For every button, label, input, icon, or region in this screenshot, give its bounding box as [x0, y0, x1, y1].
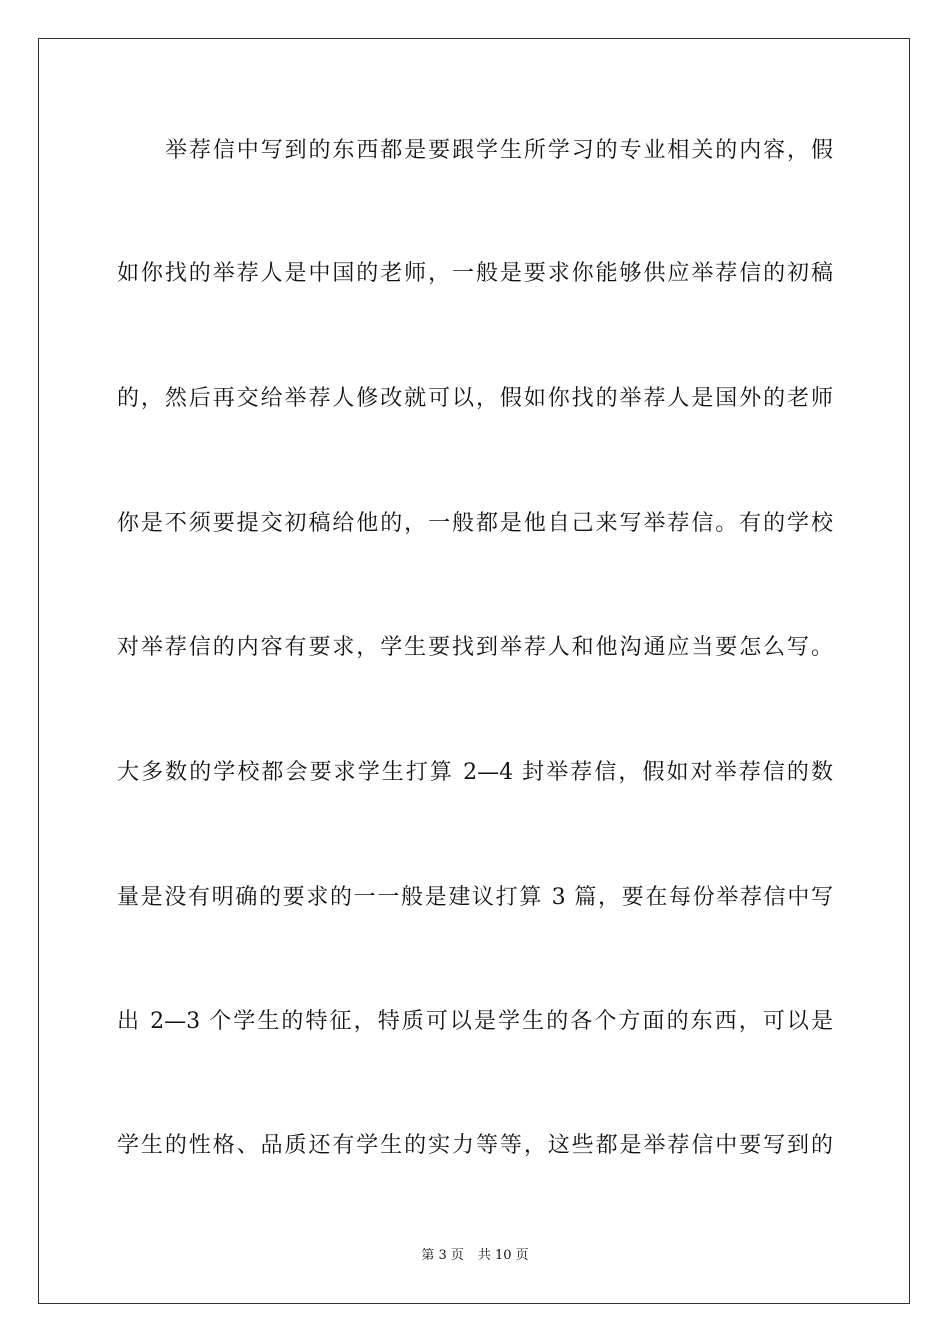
total-pages: 共 10 页	[477, 1248, 529, 1263]
paragraph-line-9: 学生的性格、品质还有学生的实力等等，这些都是举荐信中要写到的	[117, 1133, 833, 1158]
page-footer	[0, 1247, 950, 1265]
paragraph-line-5: 对举荐信的内容有要求，学生要找到举荐人和他沟通应当要怎么写。	[117, 635, 833, 660]
page-number: 第 3 页	[421, 1248, 464, 1263]
paragraph-line-7: 量是没有明确的要求的一一般是建议打算 3 篇，要在每份举荐信中写	[117, 885, 833, 910]
paragraph-line-1: 举荐信中写到的东西都是要跟学生所学习的专业相关的内容，假	[165, 138, 833, 163]
paragraph-line-8: 出 2—3 个学生的特征，特质可以是学生的各个方面的东西，可以是	[117, 1009, 833, 1034]
paragraph-line-6: 大多数的学校都会要求学生打算 2—4 封举荐信，假如对举荐信的数	[117, 760, 833, 785]
paragraph-line-2: 如你找的举荐人是中国的老师，一般是要求你能够供应举荐信的初稿	[117, 261, 833, 286]
page-border	[38, 38, 910, 1304]
paragraph-line-4: 你是不须要提交初稿给他的，一般都是他自己来写举荐信。有的学校	[117, 511, 833, 536]
paragraph-line-3: 的，然后再交给举荐人修改就可以，假如你找的举荐人是国外的老师	[117, 386, 833, 411]
